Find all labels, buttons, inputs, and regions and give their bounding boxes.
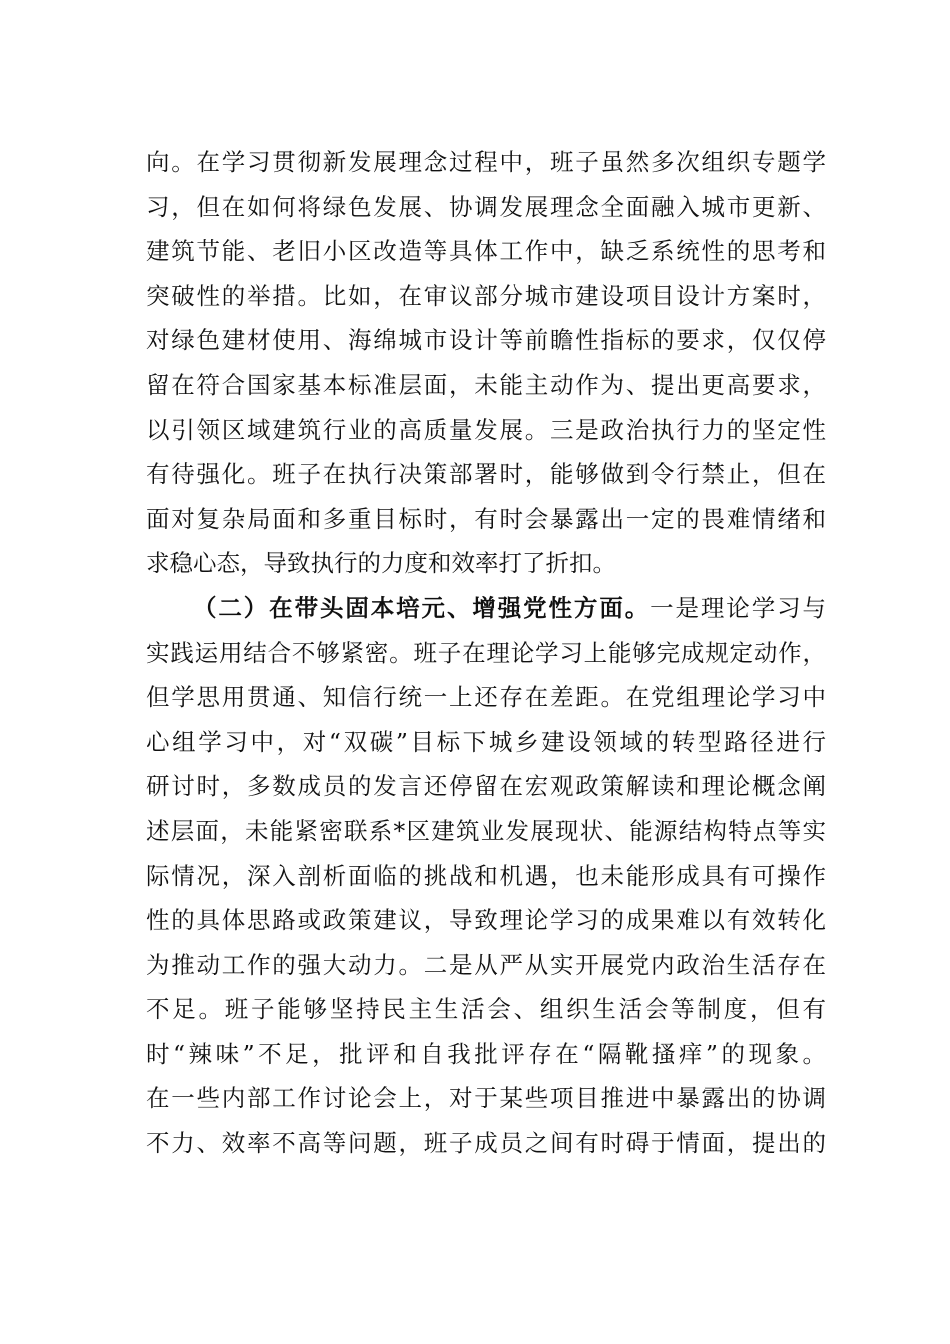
text-line: 不足。班子能够坚持民主生活会、组织生活会等制度，但有 (146, 995, 826, 1024)
document-body (146, 140, 826, 1166)
text-line: 在一些内部工作讨论会上，对于某些项目推进中暴露出的协调 (146, 1084, 826, 1113)
text-line: 述层面，未能紧密联系*区建筑业发展现状、能源结构特点等实 (146, 816, 826, 845)
text-line: 求稳心态，导致执行的力度和效率打了折扣。 (146, 549, 616, 578)
paragraph-2 (146, 586, 826, 1166)
text-line: 面对复杂局面和多重目标时，有时会暴露出一定的畏难情绪和 (146, 504, 826, 533)
text-line: 对绿色建材使用、海绵城市设计等前瞻性指标的要求，仅仅停 (146, 326, 826, 355)
text-line: 向。在学习贯彻新发展理念过程中，班子虽然多次组织专题学 (146, 148, 826, 176)
text-line: 但学思用贯通、知信行统一上还存在差距。在党组理论学习中 (146, 683, 826, 712)
text-line: 以引领区域建筑行业的高质量发展。三是政治执行力的坚定性 (146, 415, 826, 444)
paragraph-1 (146, 140, 826, 586)
section-heading: （二）在带头固本培元、增强党性方面。 (193, 593, 651, 622)
text-line: 习，但在如何将绿色发展、协调发展理念全面融入城市更新、 (146, 192, 826, 221)
text-line: 为推动工作的强大动力。二是从严从实开展党内政治生活存在 (146, 950, 826, 979)
text-line: 实践运用结合不够紧密。班子在理论学习上能够完成规定动作， (146, 638, 826, 667)
text-line: 性的具体思路或政策建议，导致理论学习的成果难以有效转化 (146, 906, 826, 935)
text-line: 不力、效率不高等问题，班子成员之间有时碍于情面，提出的 (146, 1129, 826, 1158)
text-line: 突破性的举措。比如，在审议部分城市建设项目设计方案时， (146, 281, 826, 310)
section-heading-rest: 一是理论学习与 (650, 593, 826, 622)
text-line: 心组学习中，对“双碳”目标下城乡建设领域的转型路径进行 (146, 727, 826, 756)
text-line: 际情况，深入剖析面临的挑战和机遇，也未能形成具有可操作 (146, 861, 826, 890)
text-line: 留在符合国家基本标准层面，未能主动作为、提出更高要求， (146, 370, 826, 399)
text-line: 建筑节能、老旧小区改造等具体工作中，缺乏系统性的思考和 (146, 237, 826, 266)
text-line: 时“辣味”不足，批评和自我批评存在“隔靴搔痒”的现象。 (146, 1039, 826, 1068)
section-heading-line (146, 586, 826, 631)
text-line: 有待强化。班子在执行决策部署时，能够做到令行禁止，但在 (146, 460, 826, 489)
text-line: 研讨时，多数成员的发言还停留在宏观政策解读和理论概念阐 (146, 772, 826, 801)
